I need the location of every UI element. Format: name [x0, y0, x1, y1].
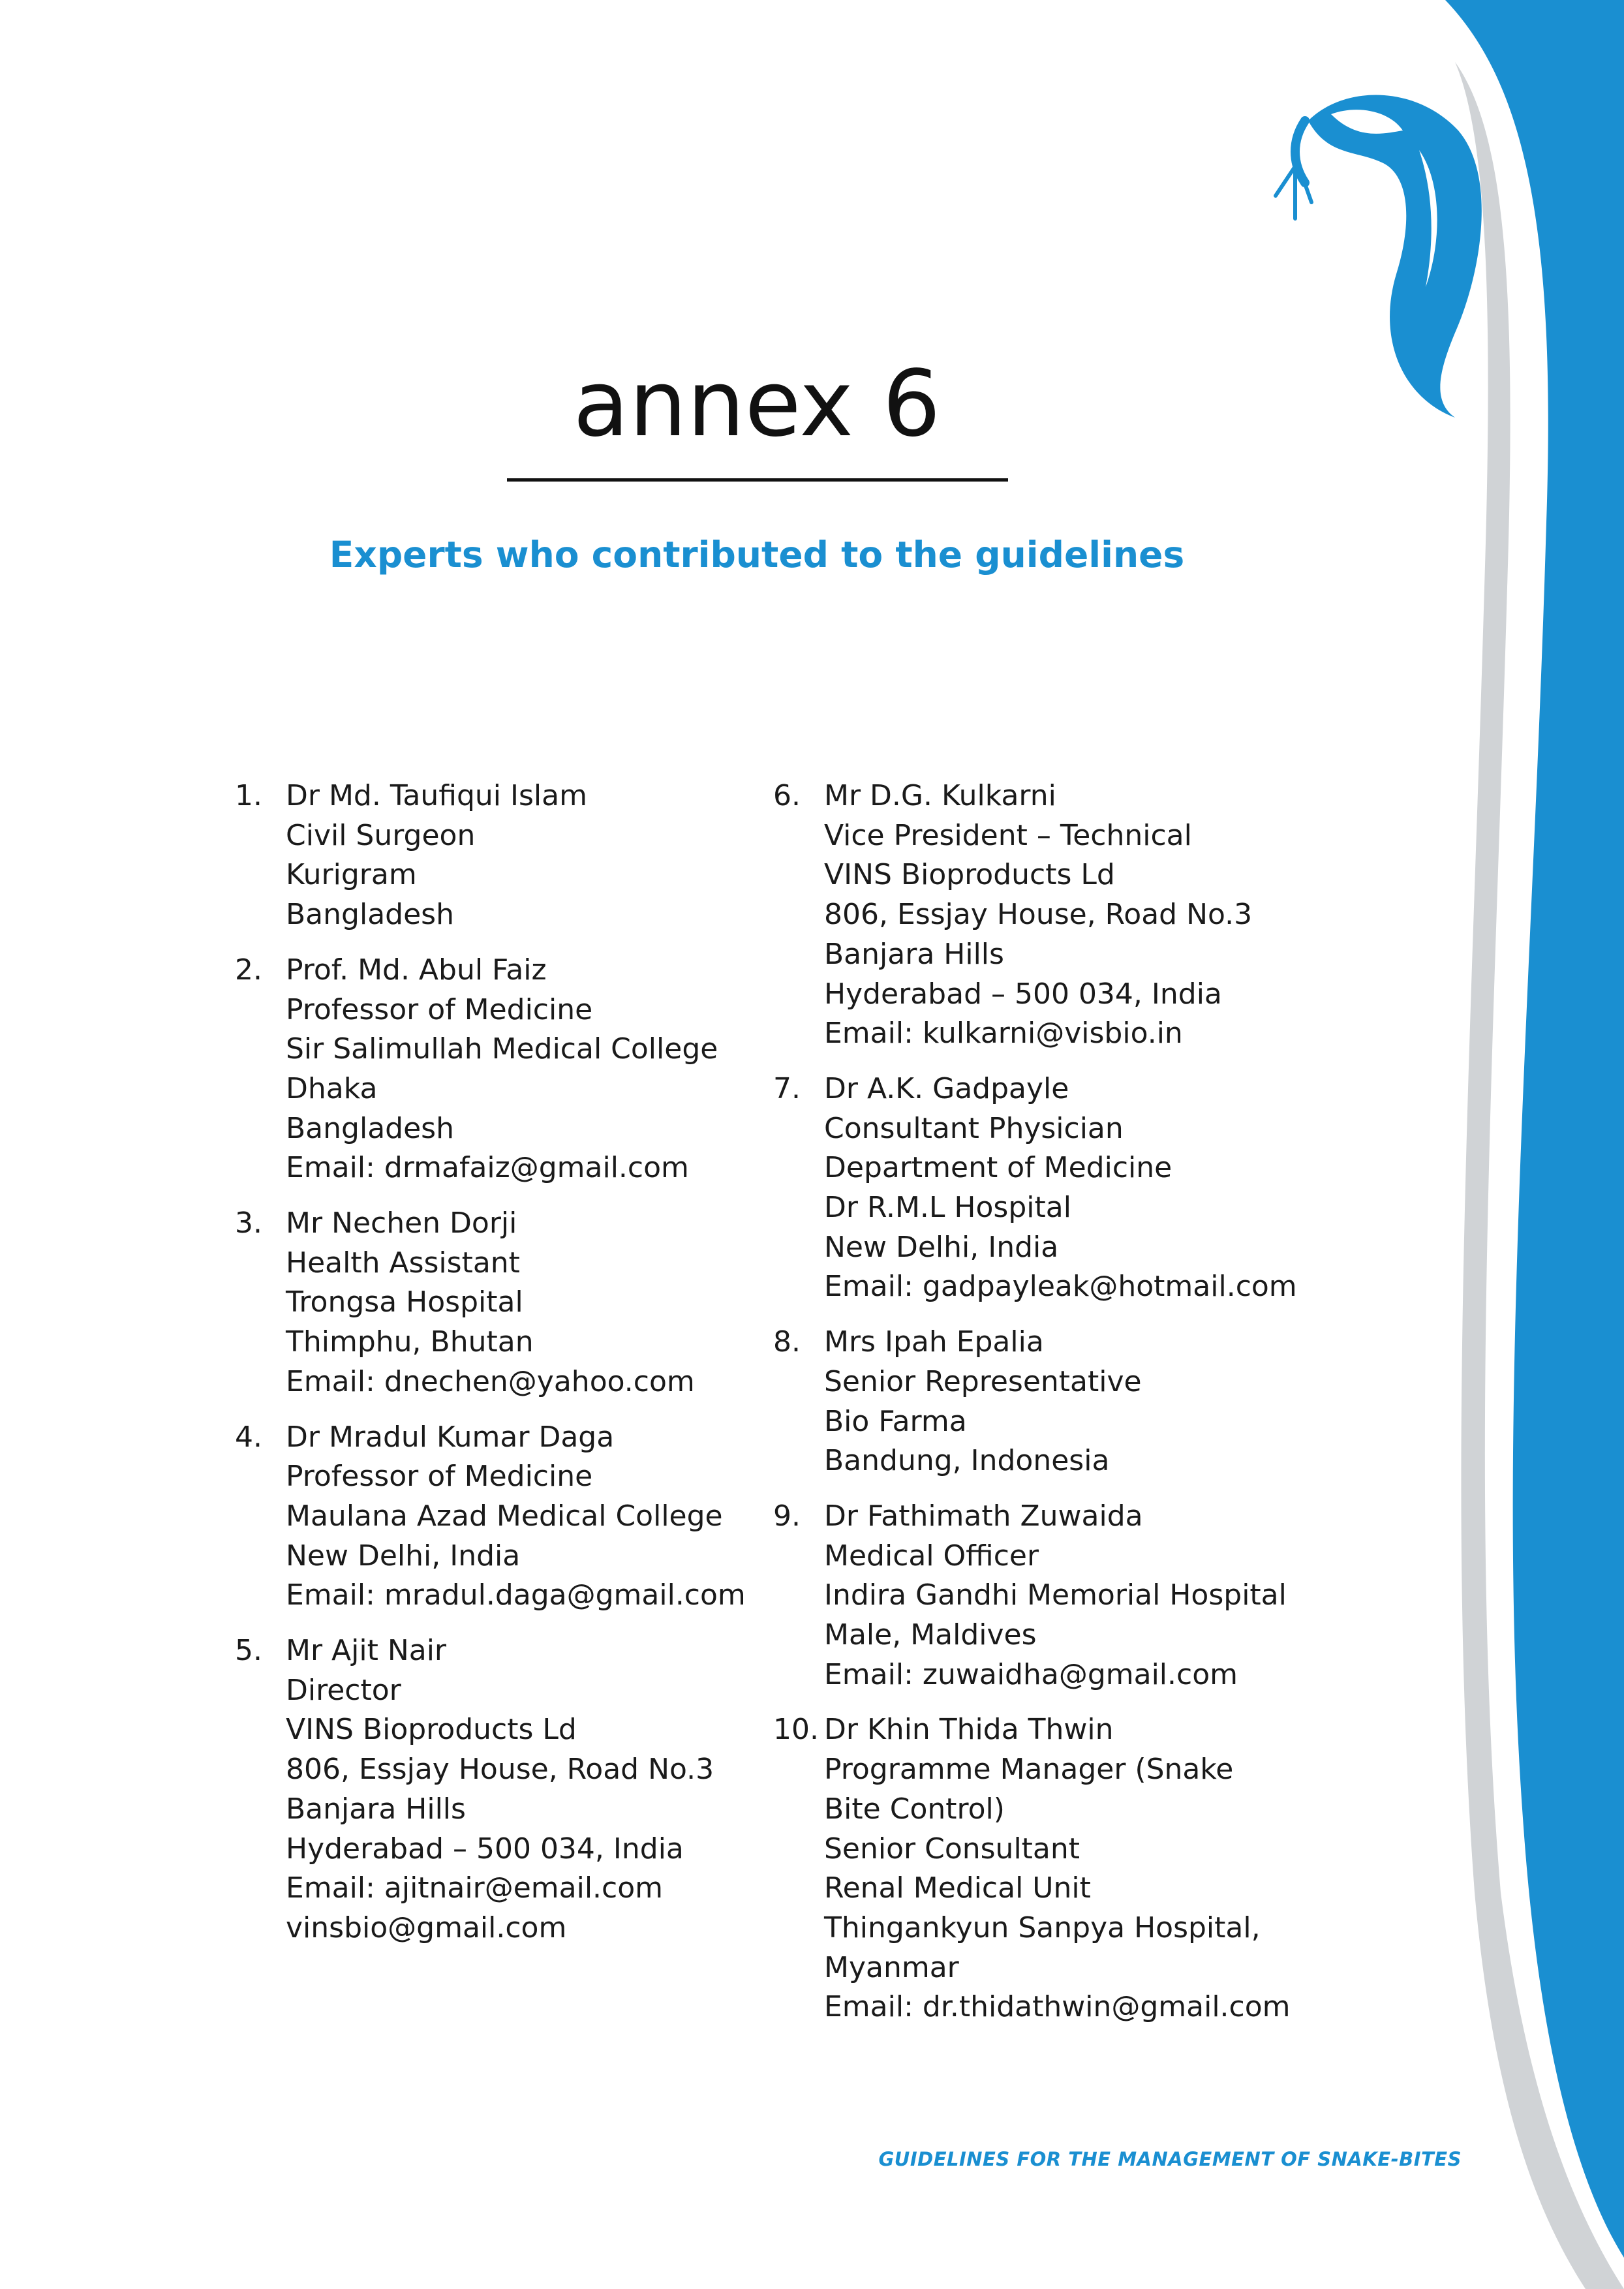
expert-detail: 806, Essjay House, Road No.3 [824, 898, 1253, 932]
expert-email: Email: drmafaiz@gmail.com [286, 1151, 689, 1185]
expert-email: Email: ajitnair@email.com [286, 1871, 664, 1905]
section-subtitle: Experts who contributed to the guidelines [329, 534, 1185, 576]
expert-detail: New Delhi, India [824, 1230, 1059, 1264]
expert-name: Dr Fathimath Zuwaida [824, 1499, 1143, 1533]
expert-detail: Sir Salimullah Medical College [286, 1032, 718, 1066]
expert-detail: Professor of Medicine [286, 1460, 593, 1494]
expert-detail: Maulana Azad Medical College [286, 1499, 723, 1533]
expert-entry [773, 1497, 1308, 1695]
entry-number: 2. [235, 953, 262, 987]
entry-number: 4. [235, 1420, 262, 1454]
entry-number: 7. [773, 1071, 801, 1105]
expert-detail: Dr R.M.L Hospital [824, 1191, 1071, 1225]
expert-detail: Medical Officer [824, 1539, 1039, 1573]
expert-detail: Bangladesh [286, 1111, 454, 1145]
expert-detail: VINS Bioproducts Ld [824, 858, 1115, 892]
expert-name: Mr D.G. Kulkarni [824, 779, 1056, 812]
entry-number: 6. [773, 779, 801, 812]
expert-detail: Bite Control) [824, 1792, 1005, 1826]
expert-detail: Bandung, Indonesia [824, 1444, 1110, 1478]
expert-name: Mr Ajit Nair [286, 1634, 447, 1668]
expert-detail: Consultant Physician [824, 1111, 1124, 1145]
expert-email: Email: gadpayleak@hotmail.com [824, 1270, 1297, 1304]
expert-detail: Trongsa Hospital [286, 1285, 523, 1319]
entry-number: 10. [773, 1713, 819, 1747]
expert-detail: Thingankyun Sanpya Hospital, [824, 1911, 1261, 1944]
expert-entry [235, 1204, 757, 1402]
entry-number: 3. [235, 1206, 262, 1240]
expert-entry [235, 776, 757, 935]
page-footer: GUIDELINES FOR THE MANAGEMENT OF SNAKE-BITES [878, 2148, 1462, 2170]
title-underline [507, 478, 1008, 482]
expert-detail: Hyderabad – 500 034, India [824, 977, 1222, 1011]
entry-number: 5. [235, 1634, 262, 1668]
expert-email: Email: dr.thidathwin@gmail.com [824, 1990, 1291, 2024]
expert-entry [235, 1418, 757, 1616]
expert-detail: Bio Farma [824, 1404, 967, 1438]
expert-detail: VINS Bioproducts Ld [286, 1713, 577, 1747]
expert-name: Dr Md. Taufiqui Islam [286, 779, 587, 812]
expert-detail: Male, Maldives [824, 1618, 1037, 1652]
expert-name: Prof. Md. Abul Faiz [286, 953, 547, 987]
expert-name: Dr Mradul Kumar Daga [286, 1420, 615, 1454]
expert-email: Email: dnechen@yahoo.com [286, 1364, 695, 1398]
expert-name: Mrs Ipah Epalia [824, 1325, 1044, 1359]
expert-detail: Myanmar [824, 1950, 959, 1984]
entry-number: 1. [235, 779, 262, 812]
expert-detail: Senior Representative [824, 1364, 1142, 1398]
expert-detail: Hyderabad – 500 034, India [286, 1832, 684, 1866]
expert-detail: Renal Medical Unit [824, 1871, 1091, 1905]
expert-detail: Professor of Medicine [286, 992, 593, 1026]
expert-entry [773, 1710, 1308, 2027]
expert-detail: Health Assistant [286, 1246, 520, 1280]
expert-entry [773, 776, 1308, 1054]
expert-name: Dr Khin Thida Thwin [824, 1713, 1114, 1747]
experts-column-right [773, 776, 1308, 2043]
expert-detail: Programme Manager (Snake [824, 1753, 1234, 1787]
expert-detail: Civil Surgeon [286, 818, 476, 852]
expert-detail: New Delhi, India [286, 1539, 521, 1573]
expert-entry [235, 951, 757, 1188]
expert-name: Mr Nechen Dorji [286, 1206, 517, 1240]
expert-email: vinsbio@gmail.com [286, 1911, 567, 1944]
expert-email: Email: kulkarni@visbio.in [824, 1017, 1183, 1051]
entry-number: 8. [773, 1325, 801, 1359]
expert-detail: Dhaka [286, 1071, 378, 1105]
expert-entry [773, 1323, 1308, 1481]
expert-detail: Indira Gandhi Memorial Hospital [824, 1578, 1287, 1612]
expert-detail: Banjara Hills [286, 1792, 466, 1826]
expert-detail: Senior Consultant [824, 1832, 1080, 1866]
expert-detail: Director [286, 1673, 401, 1707]
entry-number: 9. [773, 1499, 801, 1533]
expert-email: Email: mradul.daga@gmail.com [286, 1578, 746, 1612]
expert-entry [235, 1631, 757, 1948]
expert-detail: Banjara Hills [824, 937, 1004, 971]
expert-email: Email: zuwaidha@gmail.com [824, 1657, 1238, 1691]
annex-title: annex 6 [573, 351, 941, 457]
expert-detail: Vice President – Technical [824, 818, 1192, 852]
expert-detail: Department of Medicine [824, 1151, 1172, 1185]
cobra-snake-icon [1276, 95, 1482, 418]
expert-detail: 806, Essjay House, Road No.3 [286, 1753, 714, 1787]
expert-detail: Bangladesh [286, 898, 454, 932]
expert-name: Dr A.K. Gadpayle [824, 1071, 1069, 1105]
expert-entry [773, 1069, 1308, 1307]
expert-detail: Thimphu, Bhutan [286, 1325, 534, 1359]
experts-column-left [235, 776, 757, 1964]
expert-detail: Kurigram [286, 858, 417, 892]
